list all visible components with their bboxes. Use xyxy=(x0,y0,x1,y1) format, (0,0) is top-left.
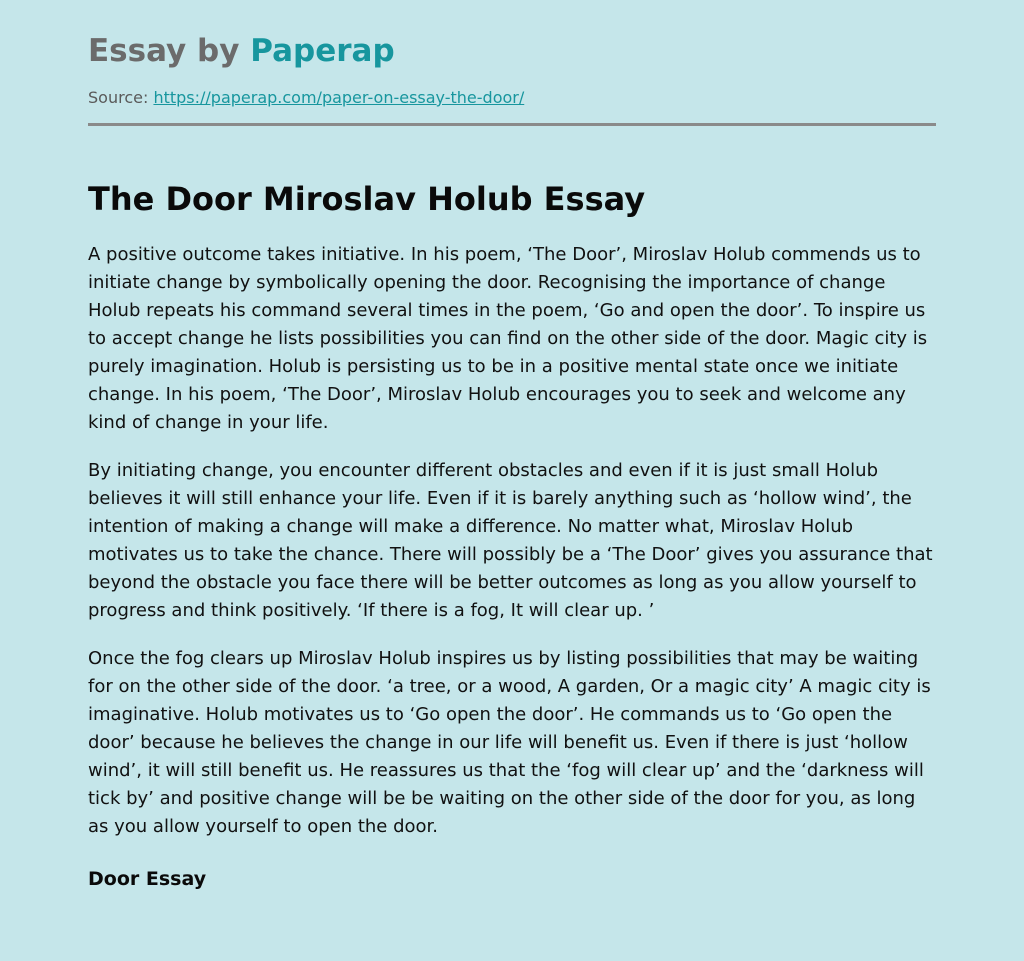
header-divider xyxy=(88,123,936,126)
essay-paragraph-3: Once the fog clears up Miroslav Holub inspires us by listing possibilities that may be waiting for on the other side of the door. ‘a tree, or a wood, A garden, Or a magic city’ A magic city is imaginative. Holub motivates us to ‘Go open the door’. He commands us to ‘Go open the door’ because he believes the change in our life will benefit us. Even if there is just ‘hollow wind’, it will still benefit us. He reassures us that the ‘fog will clear up’ and the ‘darkness will tick by’ and positive change will be be waiting on the other side of the door for you, as long as you allow yourself to open the door. xyxy=(88,648,931,837)
essay-page xyxy=(88,0,936,893)
brand-name: Paperap xyxy=(250,33,395,69)
source-line xyxy=(88,87,936,109)
section-subheading: Door Essay xyxy=(88,868,207,890)
brand-prefix: Essay by xyxy=(88,33,240,69)
site-brand xyxy=(88,32,936,70)
source-link[interactable]: https://paperap.com/paper-on-essay-the-door/ xyxy=(153,88,525,107)
essay-paragraph-1: A positive outcome takes initiative. In his poem, ‘The Door’, Miroslav Holub commends us to initiate change by symbolically opening the door. Recognising the importance of change Holub repeats his command several times in the poem, ‘Go and open the door’. To inspire us to accept change he lists possibilities you can find on the other side of the door. Magic city is purely imagination. Holub is persisting us to be in a positive mental state once we initiate change. In his poem, ‘The Door’, Miroslav Holub encourages you to seek and welcome any kind of change in your life. xyxy=(88,244,928,433)
essay-paragraph-2: By initiating change, you encounter different obstacles and even if it is just small Holub believes it will still enhance your life. Even if it is barely anything such as ‘hollow wind’, the intention of making a change will make a difference. No matter what, Miroslav Holub motivates us to take the chance. There will possibly be a ‘The Door’ gives you assurance that beyond the obstacle you face there will be better outcomes as long as you allow yourself to progress and think positively. ‘If there is a fog, It will clear up. ’ xyxy=(88,460,933,621)
essay-title: The Door Miroslav Holub Essay xyxy=(88,180,646,218)
source-label: Source: xyxy=(88,88,149,107)
